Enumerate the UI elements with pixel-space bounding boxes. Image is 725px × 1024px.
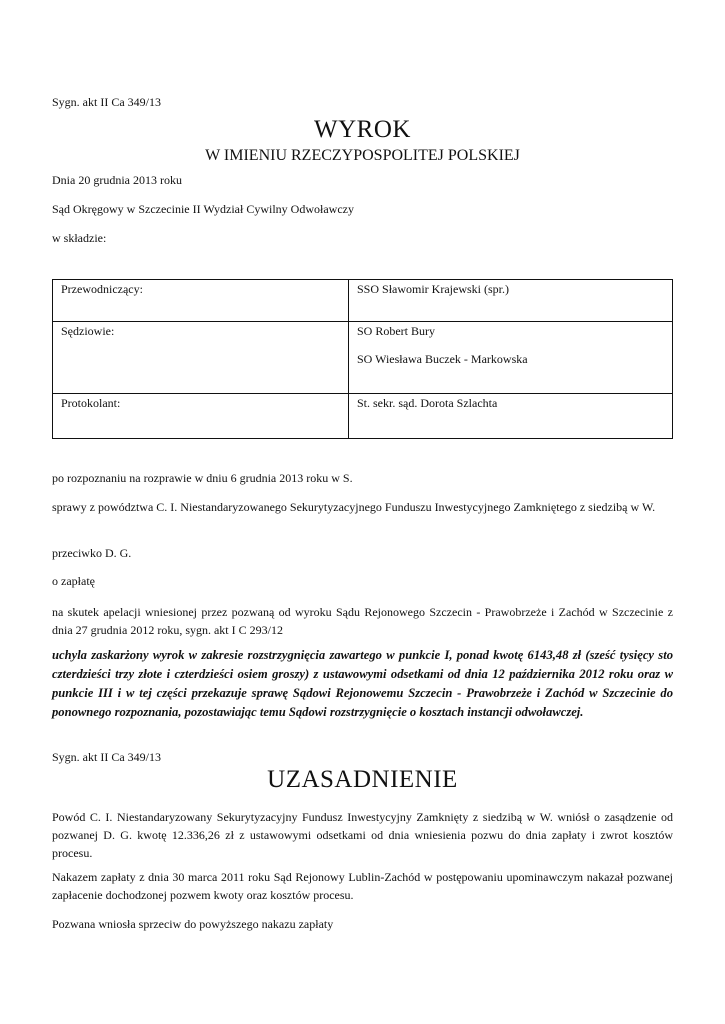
judge-1: SO Robert Bury [357, 324, 435, 338]
case-reference-top: Sygn. akt II Ca 349/13 [52, 95, 161, 109]
judge-2: SO Wiesława Buczek - Markowska [357, 352, 528, 366]
table-row [53, 394, 673, 439]
case-reference-bottom: Sygn. akt II Ca 349/13 [52, 750, 161, 764]
court-composition-table [52, 279, 673, 439]
hearing-line: po rozpoznaniu na rozprawie w dniu 6 grudnia 2013 roku w S. [52, 471, 353, 485]
composition-label: w składzie: [52, 231, 107, 245]
case-parties: sprawy z powództwa C. I. Niestandaryzowanego Sekurytyzacyjnego Funduszu Inwestycyjnego Zamkniętego z siedzibą w W. [52, 500, 656, 514]
document-title: WYROK [314, 116, 411, 143]
clerk-label: Protokolant: [53, 394, 349, 439]
document-subtitle: W IMIENIU RZECZYPOSPOLITEJ POLSKIEJ [205, 147, 520, 164]
presiding-judge: SSO Sławomir Krajewski (spr.) [349, 280, 673, 322]
court-clerk: St. sekr. sąd. Dorota Szlachta [349, 394, 673, 439]
justification-paragraph: Nakazem zapłaty z dnia 30 marca 2011 roku Sąd Rejonowy Lublin-Zachód w postępowaniu upominawczym nakazał pozwanej zapłacenie dochodzonej pozwem kwoty oraz kosztów procesu. [52, 870, 673, 902]
case-subject: o zapłatę [52, 574, 95, 588]
table-row [53, 280, 673, 322]
justification-paragraph: Powód C. I. Niestandaryzowany Sekurytyzacyjny Fundusz Inwestycyjny Zamknięty z siedzibą w W. wniósł o zasądzenie od pozwanej D. G. kwotę 12.336,26 zł z ustawowymi odsetkami od dnia wniesienia pozwu do dnia zapłaty i zwrot kosztów procesu. [52, 810, 673, 860]
justification-title: UZASADNIENIE [267, 766, 458, 793]
judges-label: Sędziowie: [53, 322, 349, 394]
presiding-label: Przewodniczący: [53, 280, 349, 322]
ruling-text: uchyla zaskarżony wyrok w zakresie rozstrzygnięcia zawartego w punkcie I, ponad kwotę 6143,48 zł (sześć tysięcy sto czterdzieści trzy złote i czterdzieści osiem groszy) z ustawowymi odsetkami od dnia 12 października 2012 roku oraz w punkcie III i w tej części przekazuje sprawę Sądowi Rejonowemu Szczecin - Prawobrzeże i Zachód w Szczecinie do ponownego rozpoznania, pozostawiając temu Sądowi rozstrzygnięcie o kosztach instancji odwoławczej. [52, 648, 673, 719]
judges-cell [349, 322, 673, 394]
justification-paragraph: Pozwana wniosła sprzeciw do powyższego nakazu zapłaty [52, 917, 334, 931]
defendant-line: przeciwko D. G. [52, 546, 132, 560]
court-name: Sąd Okręgowy w Szczecinie II Wydział Cywilny Odwoławczy [52, 202, 354, 216]
table-row [53, 322, 673, 394]
appeal-text: na skutek apelacji wniesionej przez pozwaną od wyroku Sądu Rejonowego Szczecin - Prawobrzeże i Zachód w Szczecinie z dnia 27 grudnia 2012 roku, sygn. akt I C 293/12 [52, 605, 673, 637]
judgment-date: Dnia 20 grudnia 2013 roku [52, 173, 182, 187]
